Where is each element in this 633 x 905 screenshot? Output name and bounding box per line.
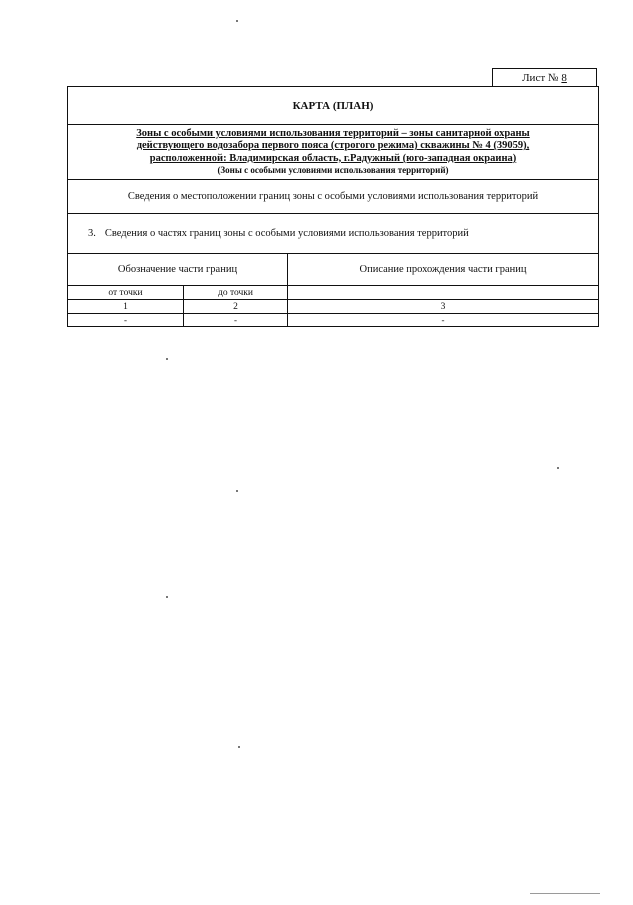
zone-subtitle: (Зоны с особыми условиями использования территорий): [217, 165, 449, 176]
sheet-number-box: [492, 68, 597, 87]
scan-speck: [236, 490, 238, 492]
table-cell-to: -: [184, 314, 288, 326]
sheet-number: 8: [561, 72, 567, 84]
zone-description-row: [68, 125, 598, 180]
section-number: 3.: [88, 228, 96, 239]
location-info-row: [68, 180, 598, 214]
column-number-2: 2: [184, 300, 288, 314]
document-frame: [67, 86, 599, 327]
header-description-sub: [288, 286, 598, 300]
zone-line-2: действующего водозабора первого пояса (строгого режима) скважины № 4 (39059),: [136, 140, 530, 152]
scan-speck: [238, 746, 240, 748]
section-text: Сведения о частях границ зоны с особыми условиями использования территорий: [104, 228, 469, 239]
scan-speck: [166, 358, 168, 360]
column-number-1: 1: [68, 300, 184, 314]
header-designation: Обозначение части границ: [68, 254, 288, 286]
header-from-point: от точки: [68, 286, 184, 300]
scan-speck: [236, 20, 238, 22]
table-cell-from: -: [68, 314, 184, 326]
sheet-label: Лист №: [522, 72, 559, 84]
zone-line-3: расположенной: Владимирская область, г.Радужный (юго-западная окраина): [149, 152, 517, 164]
zone-line-1: Зоны с особыми условиями использования территорий – зоны санитарной охраны: [136, 127, 530, 139]
column-number-3: 3: [288, 300, 598, 314]
scan-edge-line: [530, 893, 600, 894]
table-cell-description: -: [441, 315, 445, 325]
map-title: КАРТА (ПЛАН): [292, 99, 374, 112]
header-description: Описание прохождения части границ: [288, 254, 598, 286]
scan-speck: [166, 596, 168, 598]
location-info-text: Сведения о местоположении границ зоны с особыми условиями использования территорий: [127, 191, 539, 202]
section-heading-row: [68, 214, 598, 254]
map-title-row: [68, 87, 598, 125]
header-to-point: до точки: [184, 286, 288, 300]
scan-speck: [557, 467, 559, 469]
boundary-parts-table: [68, 254, 598, 326]
